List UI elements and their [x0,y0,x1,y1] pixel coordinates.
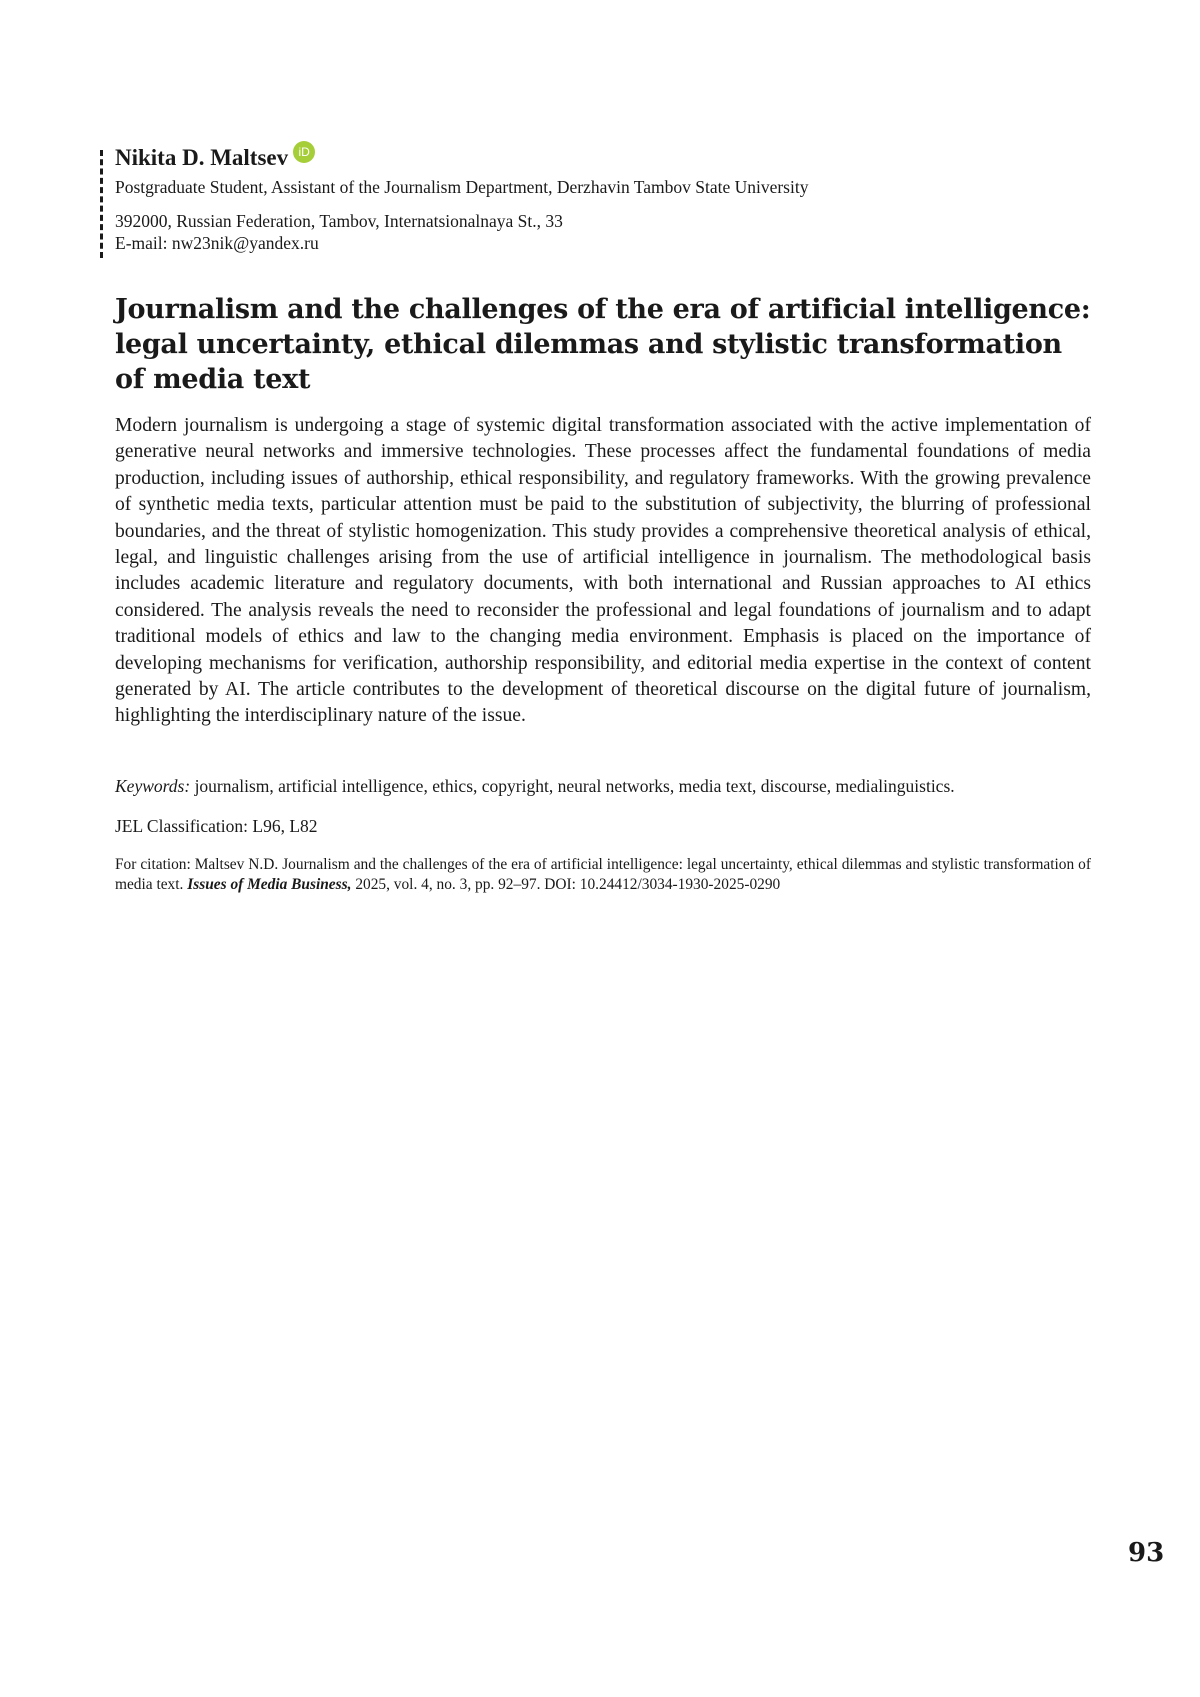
page-number: 93 [1128,1538,1165,1568]
author-position: Postgraduate Student, Assistant of the Journalism Department, Derzhavin Tambov State University [115,177,809,197]
article-title: Journalism and the challenges of the era of artificial intelligence: legal uncertainty, ethical dilemmas and stylistic transformation of media text [115,294,1091,395]
author-name: Nikita D. Maltsev [115,145,289,170]
citation-prefix: For citation: Maltsev N.D. Journalism and the challenges of the era of artificial intelligence: legal uncertainty, ethical dilemmas and stylistic transformation of media text. [115,856,1091,893]
author-block [100,145,1015,254]
citation-suffix: 2025, vol. 4, no. 3, pp. 92–97. DOI: 10.24412/3034-1930-2025-0290 [355,876,781,893]
citation [115,855,1091,895]
citation-journal: Issues of Media Business, [187,876,352,893]
author-address: 392000, Russian Federation, Tambov, Internatsionalnaya St., 33 [115,211,563,231]
author-contact [115,210,1015,254]
article-abstract: Modern journalism is undergoing a stage of systemic digital transformation associated with the active implementation of generative neural networks and immersive technologies. These processes affect the fundamental foundations of media production, including issues of authorship, ethical responsibility, and regulatory frameworks. With the growing prevalence of synthetic media texts, particular attention must be paid to the substitution of subjectivity, the blurring of professional boundaries, and the threat of stylistic homogenization. This study provides a comprehensive theoretical analysis of ethical, legal, and linguistic challenges arising from the use of artificial intelligence in journalism. The methodological basis includes academic literature and regulatory documents, with both international and Russian approaches to AI ethics considered. The analysis reveals the need to reconsider the professional and legal foundations of journalism and to adapt traditional models of ethics and law to the changing media environment. Emphasis is placed on the importance of developing mechanisms for verification, authorship responsibility, and editorial media expertise in the context of content generated by AI. The article contributes to the development of theoretical discourse on the digital future of journalism, highlighting the interdisciplinary nature of the issue. [115,415,1091,727]
keywords-label: Keywords: [115,776,191,796]
author-email: E-mail: nw23nik@yandex.ru [115,233,319,253]
article-keywords [115,775,1091,797]
orcid-icon[interactable]: iD [293,141,315,163]
jel-classification: JEL Classification: L96, L82 [115,816,318,836]
keywords-list: journalism, artificial intelligence, ethics, copyright, neural networks, media text, discourse, medialinguistics. [194,776,955,796]
